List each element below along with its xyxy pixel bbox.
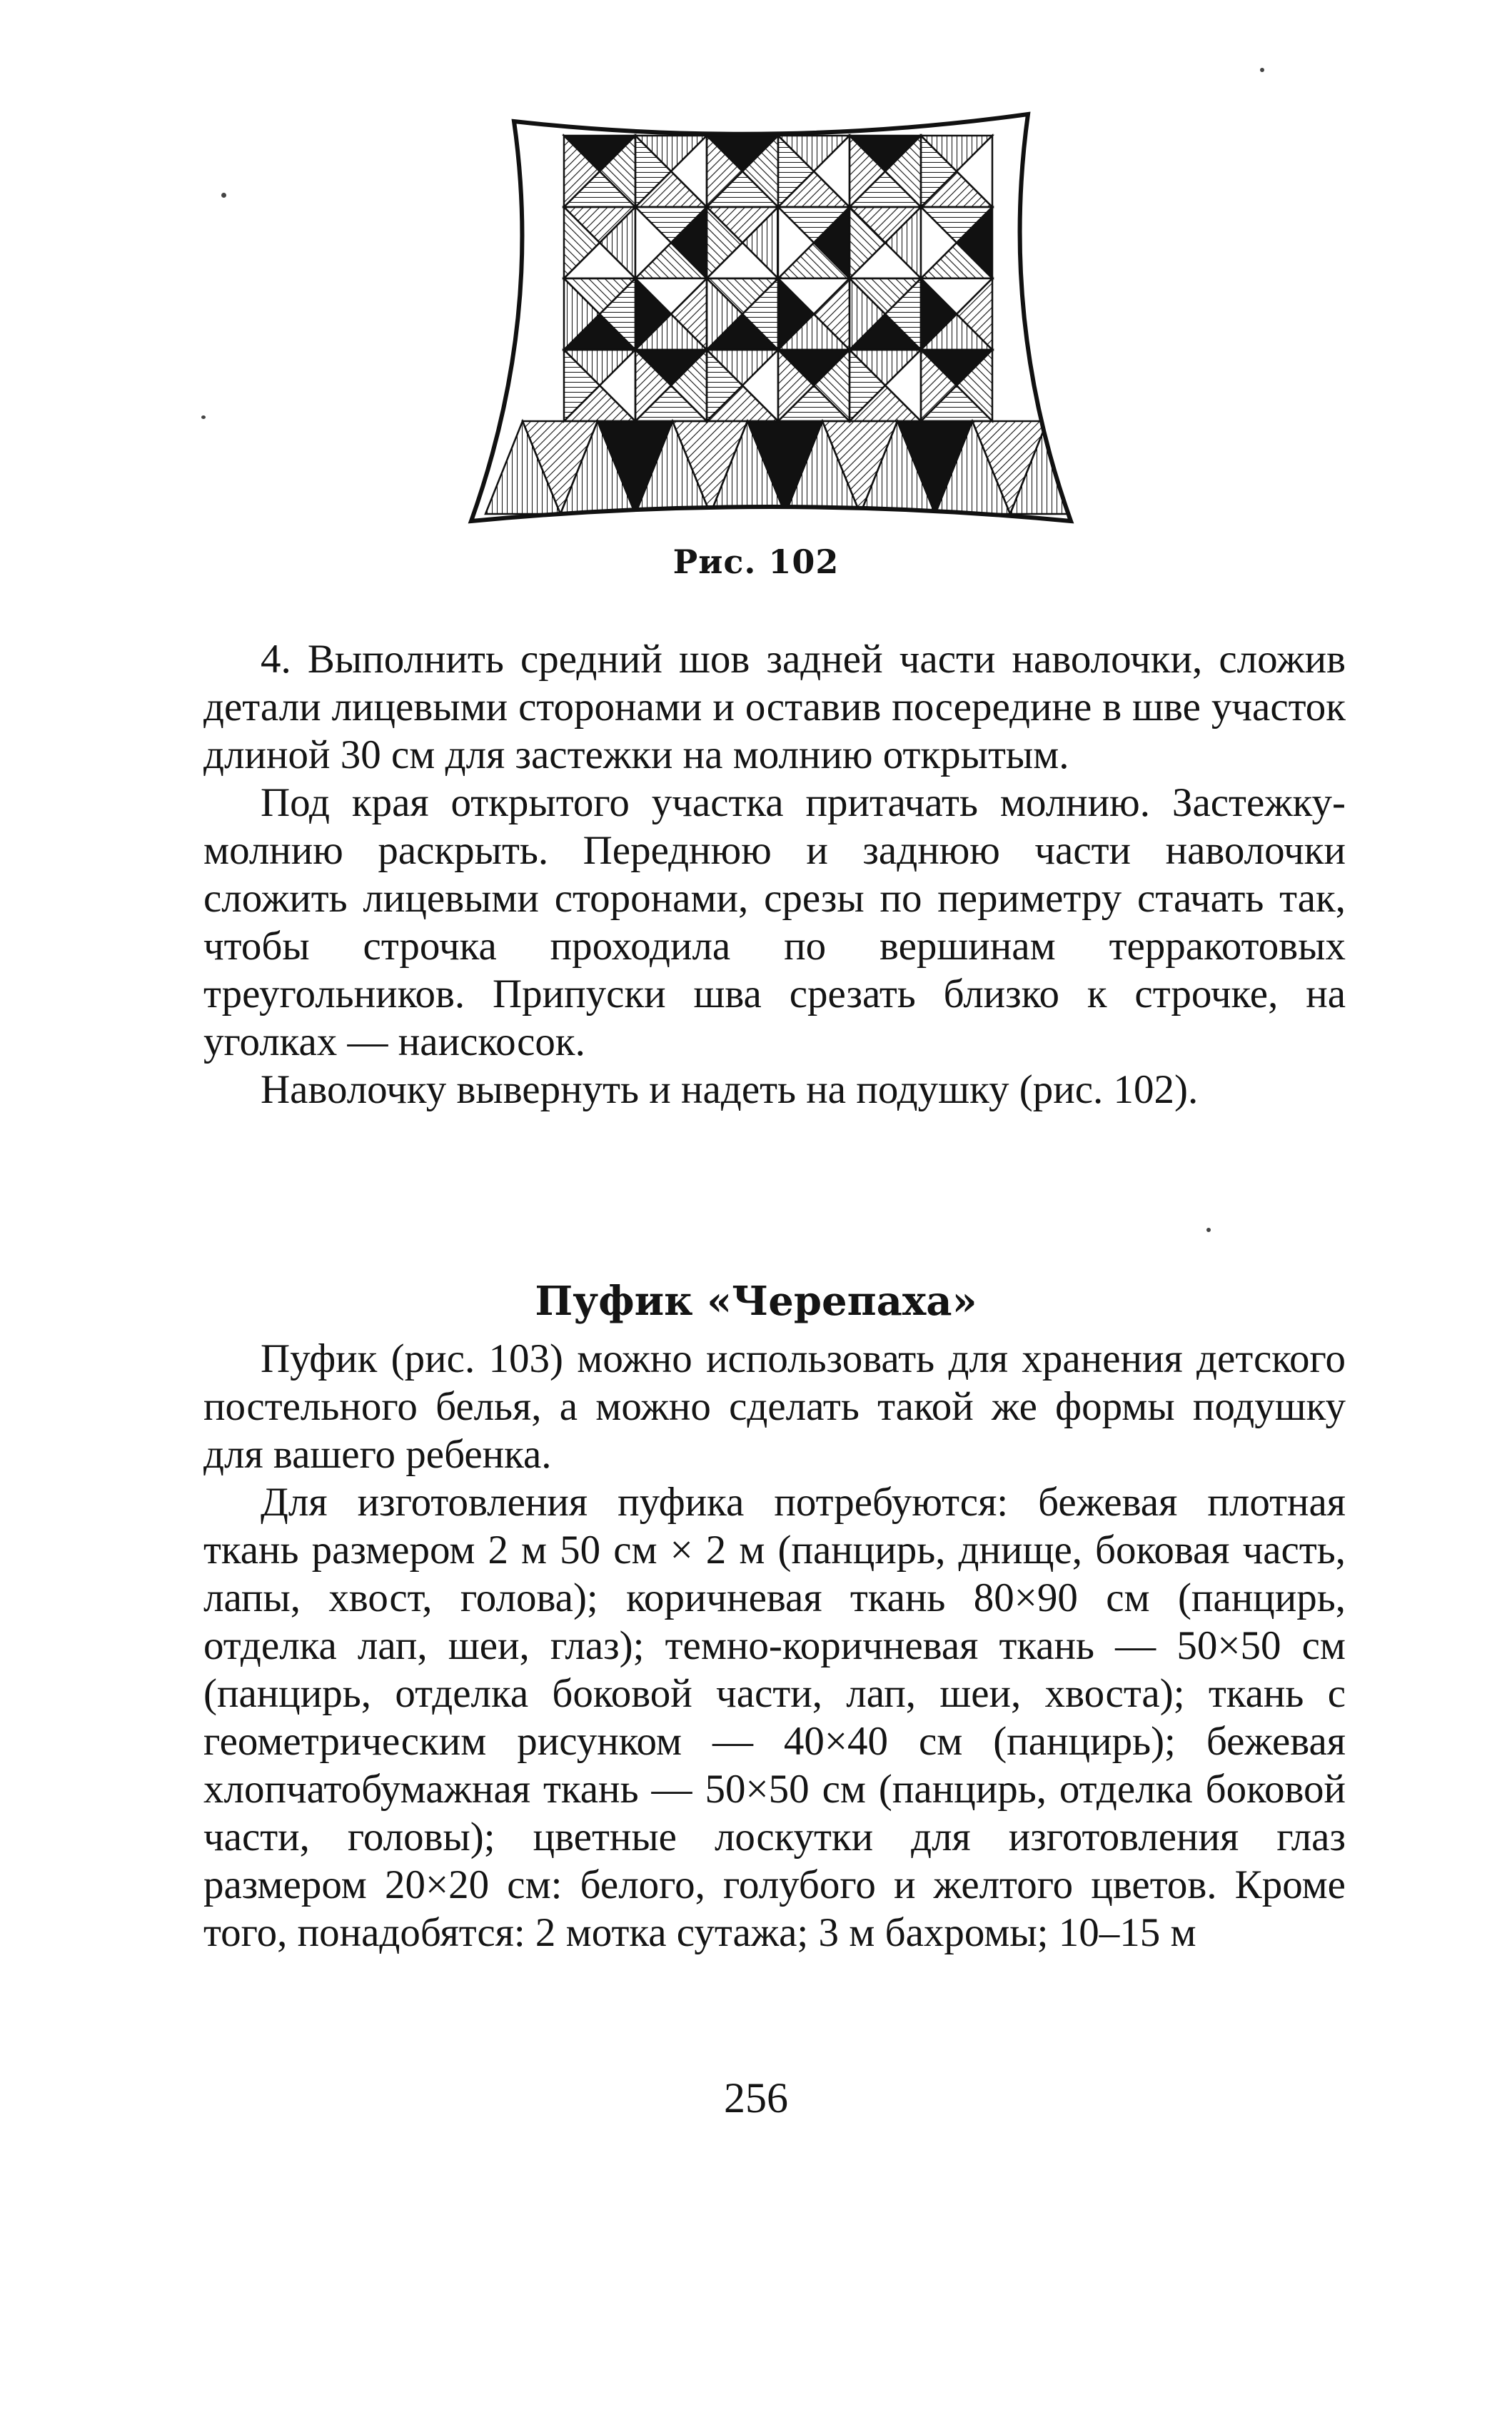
paragraph-materials: Для изготовления пуфика потребуются: бежевая плотная ткань размером 2 м 50 см × 2 м (панцирь, днище, боковая часть, лапы, хвост, голова); коричневая ткань 80×90 см (панцирь, отделка лап, шеи, глаз); темно-коричневая ткань — 50×50 см (панцирь, отделка боковой части, лап, шеи, хвоста); ткань с геометрическим рисунком — 40×40 см (панцирь); бежевая хлопчатобумажная ткань — 50×50 см (панцирь, отделка боковой части, головы); цветные лоскутки для изготовления глаз размером 20×20 см: белого, голубого и желтого цветов. Кроме того, понадобятся: 2 мотка сутажа; 3 м бахромы; 10–15 м xyxy=(203,1480,1346,1955)
figure-caption: Рис. 102 xyxy=(672,543,840,581)
section-text-turtle xyxy=(203,1335,1346,1957)
paragraph-intro: Пуфик (рис. 103) можно использовать для хранения детского постельного белья, а можно сделать такой же формы подушку для вашего ребенка. xyxy=(203,1336,1346,1477)
paragraph-step-4: 4. Выполнить средний шов задней части наволочки, сложив детали лицевыми сторонами и оставив посередине в шве участок длиной 30 см для застежки на молнию открытым. xyxy=(203,637,1346,777)
paragraph-zipper: Под края открытого участка притачать молнию. Застежку-молнию раскрыть. Переднюю и заднюю части наволочки сложить лицевыми сторонами, срезы по периметру стачать так, чтобы строчка проходила по вершинам терракотовых треугольников. Припуски шва срезать близко к строчке, на уголках — наискосок. xyxy=(203,780,1346,1064)
scan-speck xyxy=(221,193,226,198)
scan-speck xyxy=(201,415,206,419)
scan-speck xyxy=(1206,1228,1211,1232)
figure-pillow xyxy=(457,107,1085,535)
paragraph-turn-out: Наволочку вывернуть и надеть на подушку (рис. 102). xyxy=(261,1067,1199,1112)
section-heading: Пуфик «Черепаха» xyxy=(535,1278,977,1325)
scan-speck xyxy=(1260,68,1264,72)
page-number: 256 xyxy=(724,2074,788,2121)
patchwork-pillow-illustration xyxy=(457,107,1085,535)
section-text-pillow xyxy=(203,635,1346,1114)
